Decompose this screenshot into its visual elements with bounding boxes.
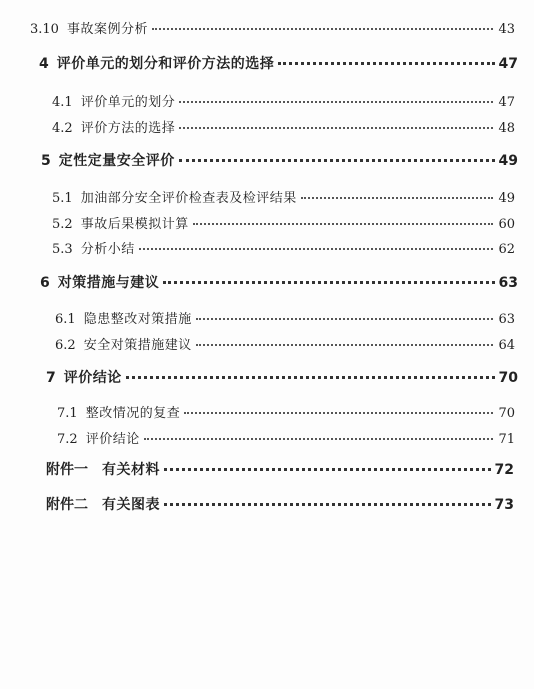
toc-entry-7-2	[57, 428, 515, 447]
toc-entry-page: 72	[494, 462, 514, 478]
dot-leader	[126, 376, 495, 379]
toc-entry-6-1	[55, 308, 515, 327]
toc-entry-number: 附件一	[46, 462, 88, 478]
toc-entry-title: 事故案例分析	[66, 22, 148, 37]
dot-leader	[139, 248, 493, 250]
toc-entry-4-1	[52, 91, 515, 110]
toc-entry-number: 7	[46, 370, 56, 386]
toc-entry-5-3	[52, 238, 515, 257]
dot-leader	[179, 159, 495, 162]
toc-entry-title: 有关图表	[102, 497, 160, 513]
dot-leader	[196, 344, 493, 346]
toc-entry-page: 62	[498, 242, 515, 257]
dot-leader	[164, 503, 491, 506]
toc-entry-title: 事故后果模拟计算	[80, 217, 189, 232]
dot-leader	[278, 62, 494, 65]
toc-entry-page: 63	[498, 275, 518, 291]
toc-entry-title: 有关材料	[102, 462, 160, 478]
toc-entry-5-2	[52, 213, 515, 232]
toc-entry-6-2	[55, 334, 515, 353]
toc-entry-page: 64	[498, 338, 515, 353]
toc-chapter-6	[40, 272, 518, 292]
toc-entry-title: 安全对策措施建议	[83, 338, 192, 353]
toc-entry-7-1	[57, 402, 515, 421]
dot-leader	[164, 468, 491, 471]
dot-leader	[152, 28, 493, 30]
toc-entry-page: 70	[498, 406, 515, 421]
toc-entry-page: 70	[498, 370, 518, 386]
toc-entry-page: 73	[494, 497, 514, 513]
toc-entry-title: 评价结论	[85, 432, 140, 447]
toc-entry-number: 附件二	[46, 497, 88, 513]
toc-entry-number: 4.2	[52, 121, 73, 136]
toc-entry-number: 7.1	[57, 406, 78, 421]
toc-entry-number: 3.10	[30, 22, 59, 37]
toc-entry-title: 评价单元的划分和评价方法的选择	[56, 56, 275, 72]
toc-entry-title: 对策措施与建议	[57, 275, 160, 291]
toc-entry-number: 4	[39, 56, 49, 72]
dot-leader	[144, 438, 493, 440]
toc-entry-number: 6	[40, 275, 50, 291]
toc-entry-number: 5.2	[52, 217, 73, 232]
toc-entry-page: 43	[498, 22, 515, 37]
toc-entry-title: 整改情况的复查	[85, 406, 181, 421]
toc-entry-page: 48	[498, 121, 515, 136]
toc-entry-number: 7.2	[57, 432, 78, 447]
toc-entry-title: 评价结论	[63, 370, 122, 386]
toc-entry-5-1	[52, 187, 515, 206]
toc-entry-3-10	[30, 18, 515, 37]
toc-entry-number: 5.3	[52, 242, 73, 257]
toc-chapter-4	[39, 53, 518, 73]
toc-entry-page: 71	[498, 432, 515, 447]
toc-appendix-2	[46, 494, 514, 514]
toc-entry-number: 6.1	[55, 312, 76, 327]
toc-appendix-1	[46, 459, 514, 479]
toc-chapter-7	[46, 367, 518, 387]
toc-chapter-5	[41, 150, 518, 170]
toc-entry-number: 5.1	[52, 191, 73, 206]
toc-entry-title: 评价单元的划分	[80, 95, 176, 110]
toc-entry-page: 49	[498, 191, 515, 206]
dot-leader	[193, 223, 493, 225]
toc-entry-page: 60	[498, 217, 515, 232]
dot-leader	[184, 412, 493, 414]
toc-entry-number: 6.2	[55, 338, 76, 353]
toc-entry-4-2	[52, 117, 515, 136]
toc-entry-title: 隐患整改对策措施	[83, 312, 192, 327]
toc-entry-title: 加油部分安全评价检查表及检评结果	[80, 191, 297, 206]
toc-entry-page: 63	[498, 312, 515, 327]
toc-entry-title: 评价方法的选择	[80, 121, 176, 136]
toc-entry-title: 分析小结	[80, 242, 135, 257]
dot-leader	[179, 127, 493, 129]
dot-leader	[301, 197, 493, 199]
toc-entry-page: 49	[498, 153, 518, 169]
toc-entry-page: 47	[498, 95, 515, 110]
dot-leader	[163, 281, 494, 284]
dot-leader	[179, 101, 493, 103]
toc-entry-page: 47	[498, 56, 518, 72]
toc-entry-title: 定性定量安全评价	[58, 153, 175, 169]
toc-entry-number: 4.1	[52, 95, 73, 110]
toc-entry-number: 5	[41, 153, 51, 169]
dot-leader	[196, 318, 493, 320]
